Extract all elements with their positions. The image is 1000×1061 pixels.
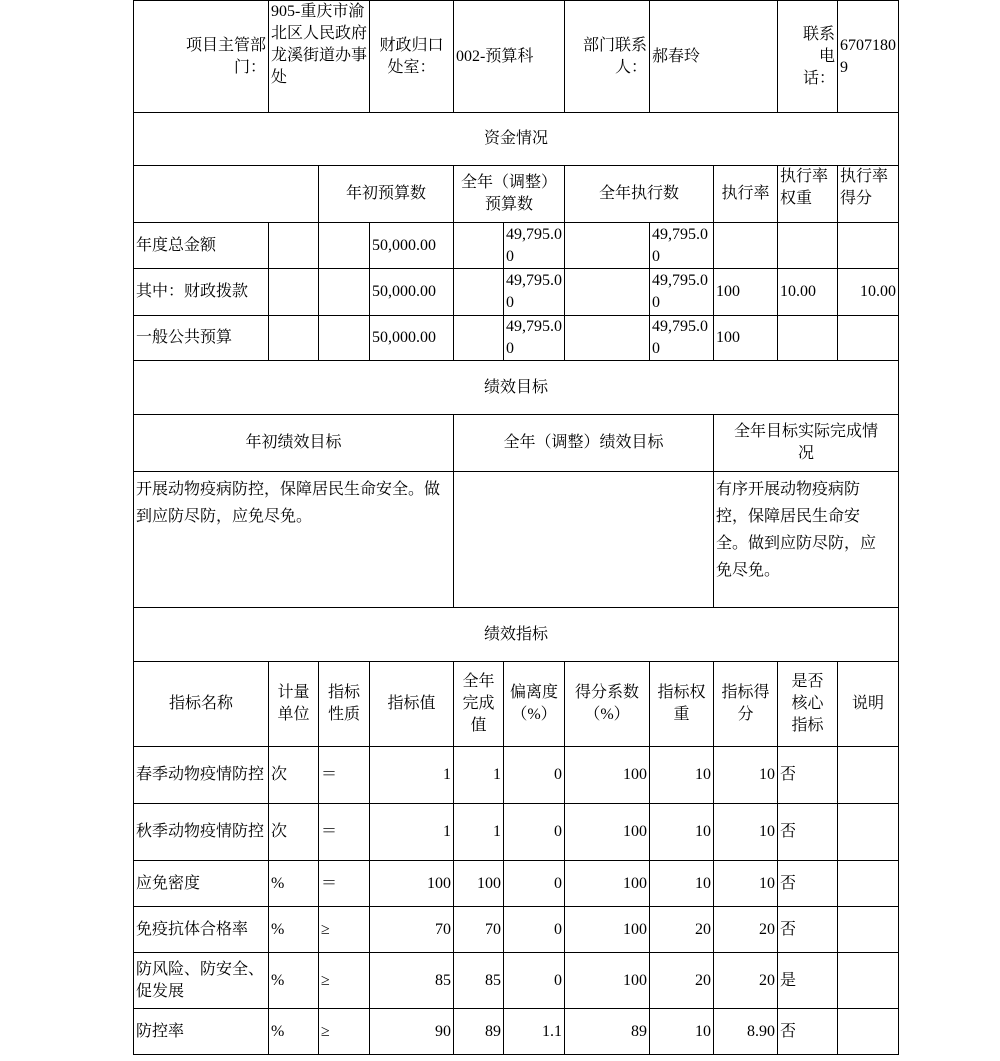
indicator-target: 100 <box>370 861 454 907</box>
funds-blank <box>565 269 650 316</box>
indicator-deviation: 0 <box>504 747 565 804</box>
indicator-note <box>838 953 899 1009</box>
indicator-core: 否 <box>778 907 838 953</box>
indicator-name: 防风险、防安全、促发展 <box>134 953 269 1009</box>
indicator-unit: 次 <box>269 804 319 861</box>
funds-executed: 49,795.00 <box>650 269 714 316</box>
indicator-name: 免疫抗体合格率 <box>134 907 269 953</box>
funds-rate: 100 <box>714 316 778 361</box>
phone-label: 联系电话： <box>778 1 838 113</box>
indicator-row <box>134 1009 899 1055</box>
funds-row-label: 年度总金额 <box>134 223 269 269</box>
indicator-row <box>134 804 899 861</box>
indicators-col-unit: 计量单位 <box>269 662 319 747</box>
indicator-target: 85 <box>370 953 454 1009</box>
funds-score: 10.00 <box>838 269 899 316</box>
indicator-target: 70 <box>370 907 454 953</box>
funds-row-label: 一般公共预算 <box>134 316 269 361</box>
indicator-deviation: 1.1 <box>504 1009 565 1055</box>
indicators-col-core: 是否核心指标 <box>778 662 838 747</box>
funds-header-row <box>134 166 899 223</box>
funds-col-score: 执行率得分 <box>838 166 899 223</box>
goals-col-initial: 年初绩效目标 <box>134 415 454 472</box>
indicator-name: 秋季动物疫情防控 <box>134 804 269 861</box>
indicator-score: 10 <box>714 747 778 804</box>
indicator-nature: ≥ <box>319 953 370 1009</box>
goals-col-actual: 全年目标实际完成情况 <box>714 415 899 472</box>
finance-value: 002-预算科 <box>454 1 565 113</box>
indicator-weight: 10 <box>650 747 714 804</box>
indicator-score: 8.90 <box>714 1009 778 1055</box>
funds-header-blank <box>134 166 319 223</box>
funds-blank <box>454 316 504 361</box>
funds-col-initial: 年初预算数 <box>319 166 454 223</box>
indicator-coefficient: 100 <box>565 953 650 1009</box>
funds-adjusted: 49,795.00 <box>504 223 565 269</box>
contact-label: 部门联系人： <box>565 1 650 113</box>
indicator-nature: ＝ <box>319 747 370 804</box>
indicator-deviation: 0 <box>504 953 565 1009</box>
indicator-note <box>838 1009 899 1055</box>
indicator-note <box>838 907 899 953</box>
funds-col-weight: 执行率权重 <box>778 166 838 223</box>
indicator-actual: 1 <box>454 747 504 804</box>
funds-blank <box>565 316 650 361</box>
goals-section-title: 绩效目标 <box>134 361 899 415</box>
indicator-target: 1 <box>370 804 454 861</box>
indicator-deviation: 0 <box>504 804 565 861</box>
funds-blank <box>319 316 370 361</box>
indicator-deviation: 0 <box>504 861 565 907</box>
indicator-note <box>838 747 899 804</box>
funds-blank <box>454 269 504 316</box>
goals-col-adjusted: 全年（调整）绩效目标 <box>454 415 714 472</box>
funds-row <box>134 316 899 361</box>
indicators-col-name: 指标名称 <box>134 662 269 747</box>
goals-header-row <box>134 415 899 472</box>
indicator-weight: 20 <box>650 953 714 1009</box>
indicator-nature: ＝ <box>319 804 370 861</box>
goals-adjusted <box>454 472 714 608</box>
goals-actual: 有序开展动物疫病防控，保障居民生命安全。做到应防尽防，应免尽免。 <box>714 472 899 608</box>
indicator-target: 1 <box>370 747 454 804</box>
indicator-actual: 1 <box>454 804 504 861</box>
funds-executed: 49,795.00 <box>650 223 714 269</box>
indicator-note <box>838 804 899 861</box>
indicator-unit: 次 <box>269 747 319 804</box>
indicator-target: 90 <box>370 1009 454 1055</box>
indicator-weight: 10 <box>650 804 714 861</box>
funds-adjusted: 49,795.00 <box>504 269 565 316</box>
funds-initial: 50,000.00 <box>370 316 454 361</box>
indicator-score: 10 <box>714 861 778 907</box>
indicator-name: 应免密度 <box>134 861 269 907</box>
funds-col-rate: 执行率 <box>714 166 778 223</box>
indicator-row <box>134 907 899 953</box>
funds-weight: 10.00 <box>778 269 838 316</box>
indicator-actual: 89 <box>454 1009 504 1055</box>
indicator-row <box>134 861 899 907</box>
indicator-nature: ≥ <box>319 1009 370 1055</box>
indicators-title-row <box>134 608 899 662</box>
funds-score <box>838 223 899 269</box>
funds-score <box>838 316 899 361</box>
indicator-score: 20 <box>714 907 778 953</box>
indicator-nature: ≥ <box>319 907 370 953</box>
goals-title-row <box>134 361 899 415</box>
funds-col-adjusted: 全年（调整）预算数 <box>454 166 565 223</box>
indicators-col-deviation: 偏离度（%） <box>504 662 565 747</box>
indicators-col-weight: 指标权重 <box>650 662 714 747</box>
funds-blank <box>269 269 319 316</box>
funds-blank <box>454 223 504 269</box>
indicators-col-actual: 全年完成值 <box>454 662 504 747</box>
indicator-core: 否 <box>778 747 838 804</box>
indicators-col-coefficient: 得分系数（%） <box>565 662 650 747</box>
indicator-unit: % <box>269 1009 319 1055</box>
indicators-col-score: 指标得分 <box>714 662 778 747</box>
indicator-deviation: 0 <box>504 907 565 953</box>
funds-rate: 100 <box>714 269 778 316</box>
indicator-weight: 20 <box>650 907 714 953</box>
indicator-core: 否 <box>778 861 838 907</box>
indicators-section-title: 绩效指标 <box>134 608 899 662</box>
indicator-coefficient: 89 <box>565 1009 650 1055</box>
indicator-coefficient: 100 <box>565 861 650 907</box>
funds-row <box>134 223 899 269</box>
indicator-unit: % <box>269 953 319 1009</box>
funds-blank <box>269 316 319 361</box>
indicator-note <box>838 861 899 907</box>
indicator-actual: 100 <box>454 861 504 907</box>
funds-blank <box>269 223 319 269</box>
funds-blank <box>319 269 370 316</box>
funds-col-executed: 全年执行数 <box>565 166 714 223</box>
indicator-nature: ＝ <box>319 861 370 907</box>
indicator-coefficient: 100 <box>565 747 650 804</box>
indicator-weight: 10 <box>650 861 714 907</box>
indicator-actual: 85 <box>454 953 504 1009</box>
indicator-unit: % <box>269 907 319 953</box>
funds-blank <box>319 223 370 269</box>
funds-rate <box>714 223 778 269</box>
indicator-row <box>134 747 899 804</box>
indicator-core: 否 <box>778 1009 838 1055</box>
indicators-col-target: 指标值 <box>370 662 454 747</box>
indicator-coefficient: 100 <box>565 907 650 953</box>
goals-content-row <box>134 472 899 608</box>
phone-value: 67071809 <box>838 1 899 113</box>
indicator-unit: % <box>269 861 319 907</box>
funds-section-title: 资金情况 <box>134 113 899 166</box>
funds-row-label: 其中：财政拨款 <box>134 269 269 316</box>
indicator-coefficient: 100 <box>565 804 650 861</box>
goals-initial: 开展动物疫病防控，保障居民生命安全。做到应防尽防，应免尽免。 <box>134 472 454 608</box>
indicator-weight: 10 <box>650 1009 714 1055</box>
funds-blank <box>565 223 650 269</box>
dept-label: 项目主管部门： <box>134 1 269 113</box>
indicator-row <box>134 953 899 1009</box>
project-info-row <box>134 1 899 113</box>
finance-label: 财政归口处室： <box>370 1 454 113</box>
funds-initial: 50,000.00 <box>370 269 454 316</box>
indicators-header-row <box>134 662 899 747</box>
contact-value: 郝春玲 <box>650 1 778 113</box>
funds-executed: 49,795.00 <box>650 316 714 361</box>
indicator-score: 20 <box>714 953 778 1009</box>
dept-value: 905-重庆市渝北区人民政府龙溪街道办事处 <box>269 1 370 113</box>
indicator-actual: 70 <box>454 907 504 953</box>
funds-initial: 50,000.00 <box>370 223 454 269</box>
indicators-col-nature: 指标性质 <box>319 662 370 747</box>
funds-row <box>134 269 899 316</box>
indicator-name: 防控率 <box>134 1009 269 1055</box>
funds-weight <box>778 316 838 361</box>
funds-weight <box>778 223 838 269</box>
performance-report-table <box>133 0 899 1055</box>
indicator-core: 是 <box>778 953 838 1009</box>
indicator-name: 春季动物疫情防控 <box>134 747 269 804</box>
indicator-score: 10 <box>714 804 778 861</box>
indicators-col-note: 说明 <box>838 662 899 747</box>
funds-adjusted: 49,795.00 <box>504 316 565 361</box>
indicator-core: 否 <box>778 804 838 861</box>
